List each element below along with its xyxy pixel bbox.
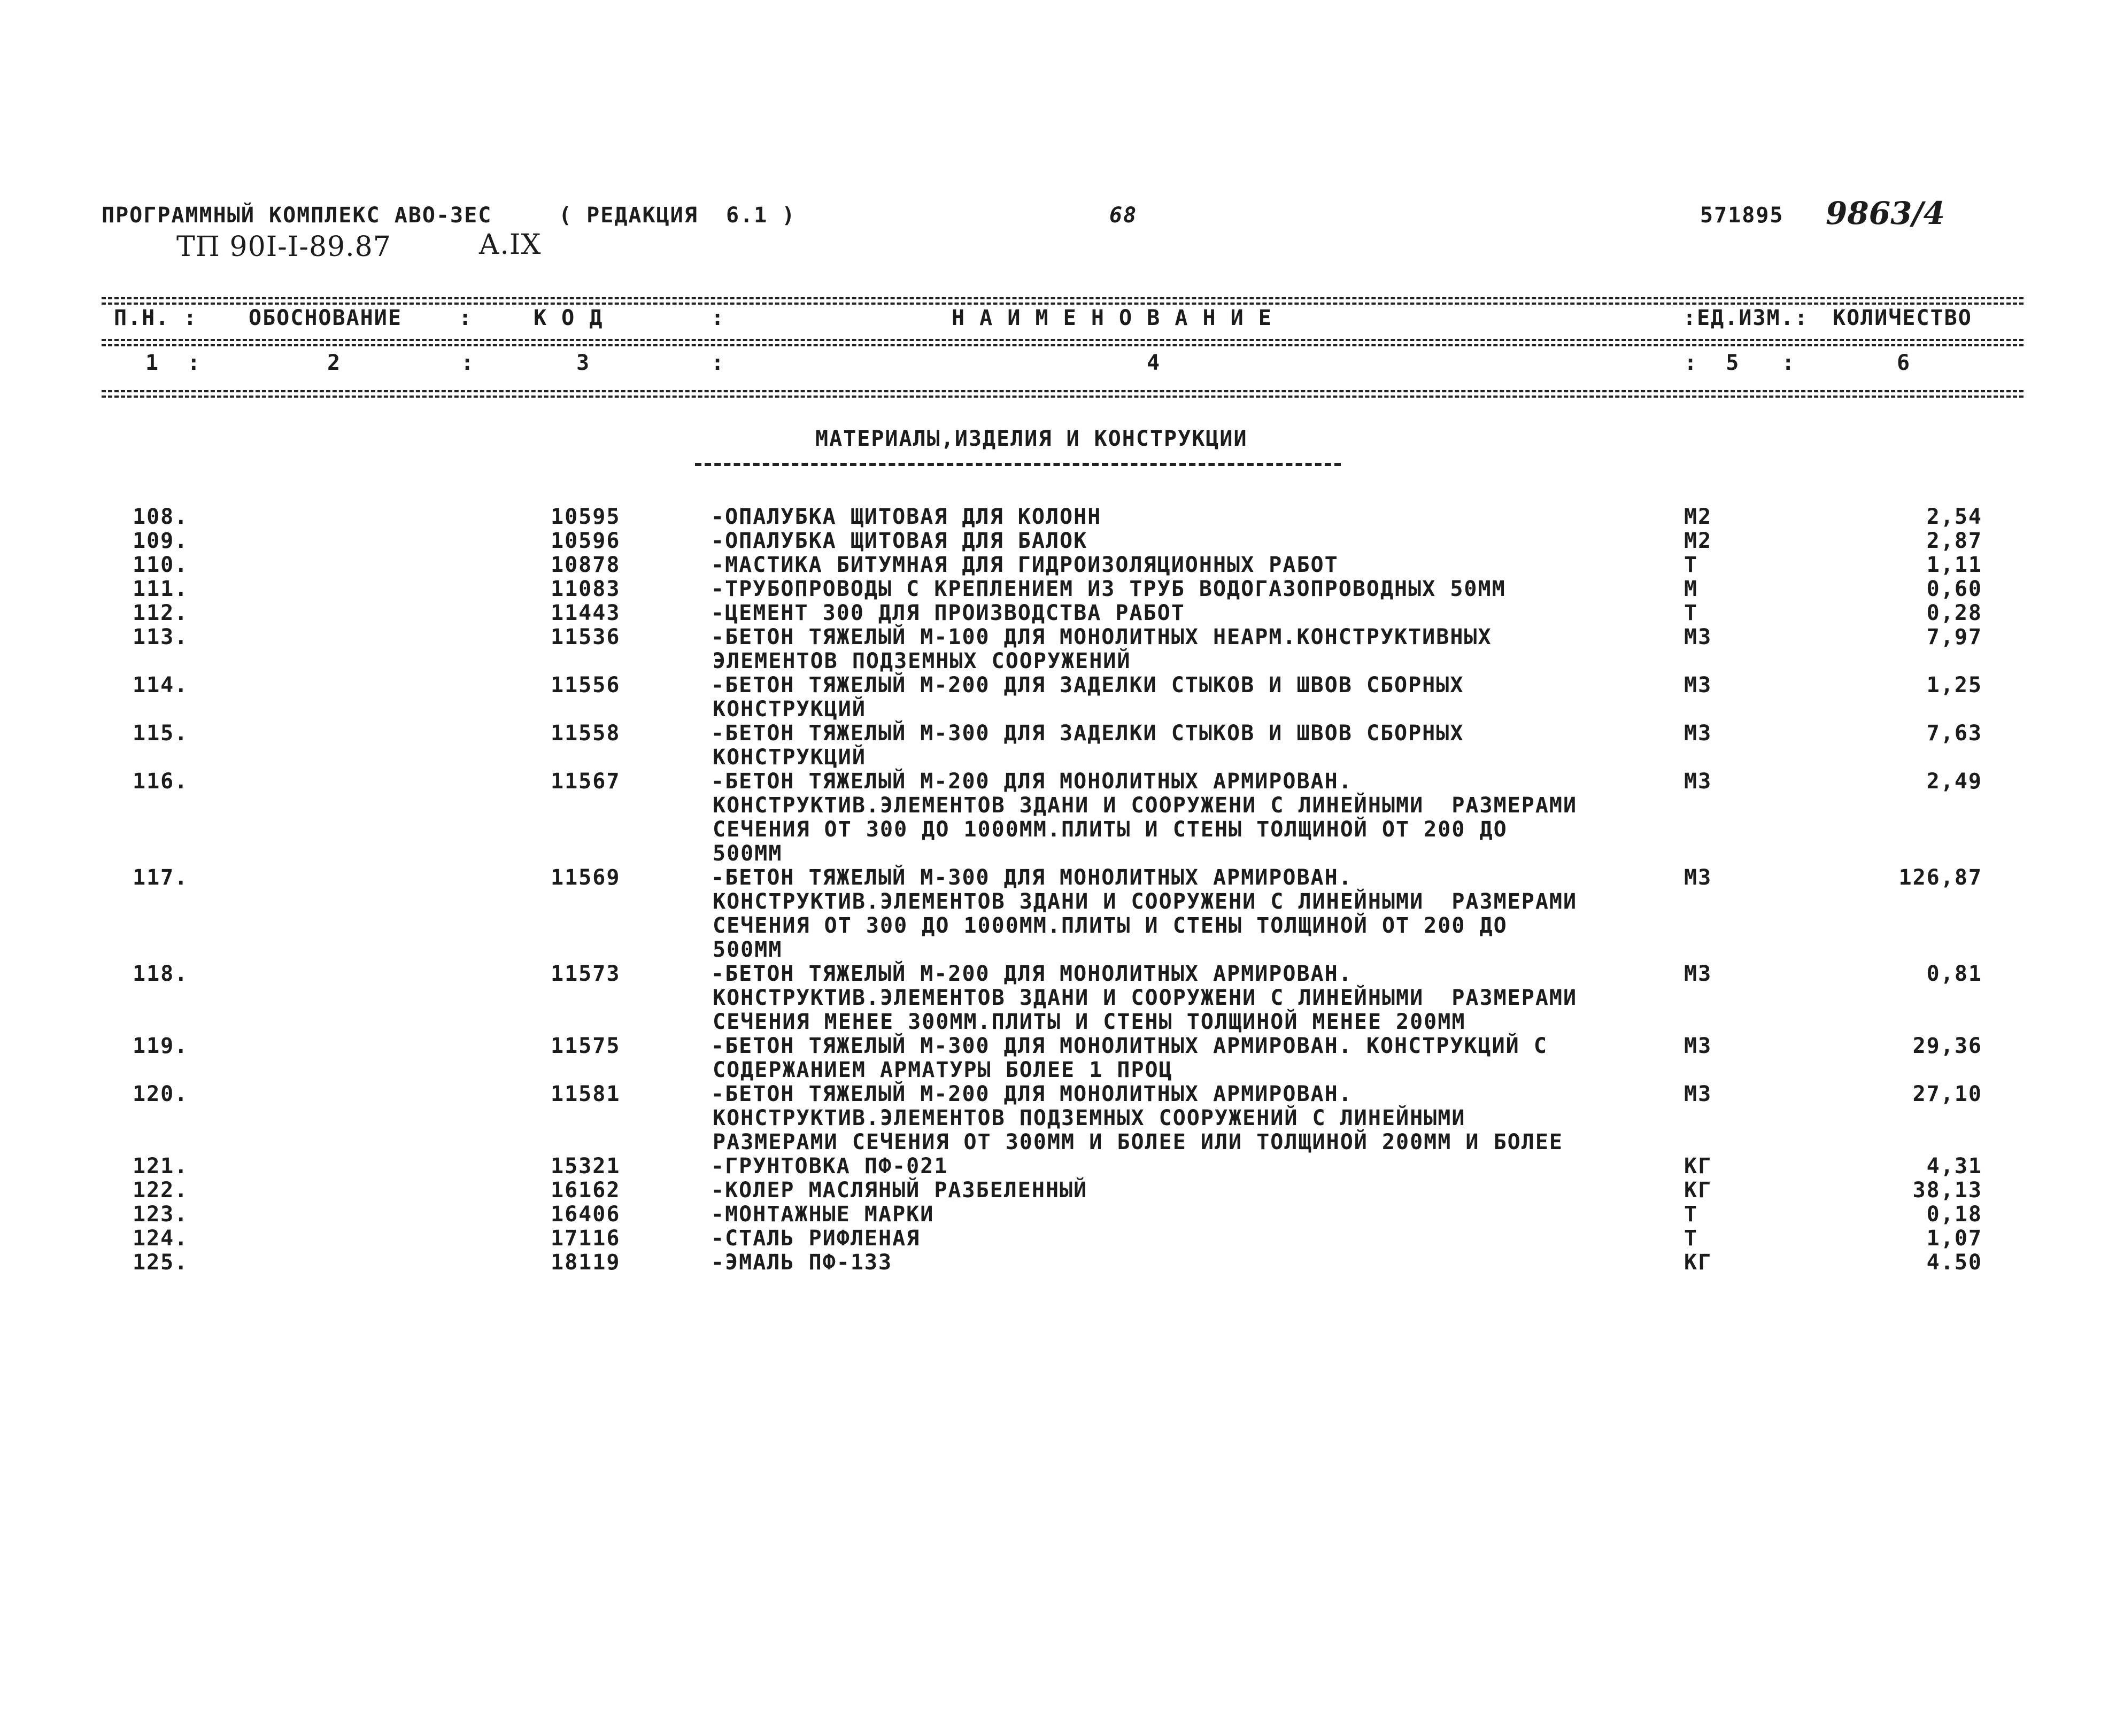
item-name-continuation: КОНСТРУКТИВ.ЭЛЕМЕНТОВ ЗДАНИ И СООРУЖЕНИ С ЛИНЕЙНЫМИ РАЗМЕРАМИ xyxy=(713,793,1578,818)
item-name-continuation: КОНСТРУКЦИЙ xyxy=(713,697,866,722)
table-row xyxy=(0,770,2116,794)
col-separator: : xyxy=(711,351,725,375)
item-number: 111. xyxy=(133,577,189,601)
item-unit: М2 xyxy=(1684,529,1712,553)
item-quantity: 2,54 xyxy=(1926,505,1982,529)
item-name-continuation: 500ММ xyxy=(713,841,783,866)
item-name-continuation: РАЗМЕРАМИ СЕЧЕНИЯ ОТ 300ММ И БОЛЕЕ ИЛИ ТОЛЩИНОЙ 200ММ И БОЛЕЕ xyxy=(713,1130,1564,1154)
item-name: -ЦЕМЕНТ 300 ДЛЯ ПРОИЗВОДСТВА РАБОТ xyxy=(711,601,1185,625)
col-number-1: 1 : xyxy=(145,351,202,375)
item-quantity: 1,11 xyxy=(1926,553,1982,577)
item-code: 11573 xyxy=(551,962,621,986)
item-number: 115. xyxy=(133,721,189,746)
table-row xyxy=(0,577,2116,601)
project-number: ТП 90I-I-89.87 xyxy=(176,231,391,263)
item-unit: М3 xyxy=(1684,625,1712,649)
col-number-3: 3 xyxy=(576,351,591,375)
table-row xyxy=(0,1203,2116,1227)
item-code: 17116 xyxy=(551,1226,621,1251)
header-top-rule-2 xyxy=(102,303,2024,305)
table-row xyxy=(0,673,2116,698)
item-code: 15321 xyxy=(551,1154,621,1179)
col-code-header: К О Д xyxy=(534,306,604,330)
item-number: 114. xyxy=(133,673,189,698)
col-separator: : xyxy=(711,306,725,330)
col-separator: : xyxy=(459,306,473,330)
item-number: 117. xyxy=(133,865,189,890)
item-name: -ОПАЛУБКА ЩИТОВАЯ ДЛЯ КОЛОНН xyxy=(711,505,1102,529)
item-quantity: 2,49 xyxy=(1926,769,1982,794)
item-quantity: 27,10 xyxy=(1912,1082,1982,1106)
table-row xyxy=(0,866,2116,890)
header-top-rule xyxy=(102,297,2024,299)
item-quantity: 1,07 xyxy=(1926,1226,1982,1251)
item-name-continuation: КОНСТРУКТИВ.ЭЛЕМЕНТОВ ЗДАНИ И СООРУЖЕНИ С ЛИНЕЙНЫМИ РАЗМЕРАМИ xyxy=(713,889,1578,914)
table-row xyxy=(0,625,2116,649)
item-quantity: 0,81 xyxy=(1926,962,1982,986)
item-number: 112. xyxy=(133,601,189,625)
item-number: 113. xyxy=(133,625,189,649)
item-code: 16162 xyxy=(551,1178,621,1203)
item-name: -МОНТАЖНЫЕ МАРКИ xyxy=(711,1202,935,1227)
table-row xyxy=(0,1082,2116,1106)
item-code: 18119 xyxy=(551,1250,621,1275)
item-name: -БЕТОН ТЯЖЕЛЫЙ М-300 ДЛЯ МОНОЛИТНЫХ АРМИРОВАН. xyxy=(711,865,1353,890)
item-number: 123. xyxy=(133,1202,189,1227)
item-code: 11083 xyxy=(551,577,621,601)
item-name-continuation: КОНСТРУКТИВ.ЭЛЕМЕНТОВ ПОДЗЕМНЫХ СООРУЖЕНИЙ С ЛИНЕЙНЫМИ xyxy=(713,1106,1466,1130)
item-unit: М3 xyxy=(1684,1082,1712,1106)
item-quantity: 7,63 xyxy=(1926,721,1982,746)
item-unit: Т xyxy=(1684,1202,1698,1227)
item-code: 16406 xyxy=(551,1202,621,1227)
item-number: 118. xyxy=(133,962,189,986)
section-title: МАТЕРИАЛЫ,ИЗДЕЛИЯ И КОНСТРУКЦИИ xyxy=(815,427,1248,451)
col-number-2: 2 xyxy=(327,351,342,375)
item-quantity: 2,87 xyxy=(1926,529,1982,553)
col-basis-header: ОБОСНОВАНИЕ xyxy=(249,306,402,330)
item-quantity: 4,31 xyxy=(1926,1154,1982,1179)
item-quantity: 38,13 xyxy=(1912,1178,1982,1203)
item-number: 108. xyxy=(133,505,189,529)
table-row xyxy=(0,1251,2116,1275)
item-quantity: 0,18 xyxy=(1926,1202,1982,1227)
item-name-continuation: КОНСТРУКЦИЙ xyxy=(713,745,866,770)
item-code: 10595 xyxy=(551,505,621,529)
item-unit: М3 xyxy=(1684,769,1712,794)
item-unit: Т xyxy=(1684,1226,1698,1251)
item-name: -БЕТОН ТЯЖЕЛЫЙ М-300 ДЛЯ ЗАДЕЛКИ СТЫКОВ И ШВОВ СБОРНЫХ xyxy=(711,721,1464,746)
item-quantity: 1,25 xyxy=(1926,673,1982,698)
item-name: -БЕТОН ТЯЖЕЛЫЙ М-200 ДЛЯ МОНОЛИТНЫХ АРМИРОВАН. xyxy=(711,769,1353,794)
item-code: 11536 xyxy=(551,625,621,649)
item-code: 11581 xyxy=(551,1082,621,1106)
item-name: -БЕТОН ТЯЖЕЛЫЙ М-200 ДЛЯ МОНОЛИТНЫХ АРМИРОВАН. xyxy=(711,1082,1353,1106)
item-unit: М3 xyxy=(1684,721,1712,746)
item-unit: М3 xyxy=(1684,673,1712,698)
item-number: 122. xyxy=(133,1178,189,1203)
item-quantity: 0,60 xyxy=(1926,577,1982,601)
item-number: 120. xyxy=(133,1082,189,1106)
item-quantity: 7,97 xyxy=(1926,625,1982,649)
page-number: 68 xyxy=(1109,203,1138,228)
item-name: -БЕТОН ТЯЖЕЛЫЙ М-100 ДЛЯ МОНОЛИТНЫХ НЕАРМ.КОНСТРУКТИВНЫХ xyxy=(711,625,1492,649)
item-code: 11556 xyxy=(551,673,621,698)
item-name-continuation: СОДЕРЖАНИЕМ АРМАТУРЫ БОЛЕЕ 1 ПРОЦ xyxy=(713,1058,1173,1082)
item-number: 110. xyxy=(133,553,189,577)
item-number: 109. xyxy=(133,529,189,553)
col-pn-header: П.Н. : xyxy=(114,306,198,330)
table-row xyxy=(0,505,2116,529)
item-quantity: 0,28 xyxy=(1926,601,1982,625)
table-row xyxy=(0,529,2116,553)
col-qty-header: КОЛИЧЕСТВО xyxy=(1833,306,1972,330)
table-row xyxy=(0,962,2116,986)
item-number: 119. xyxy=(133,1034,189,1058)
item-code: 11567 xyxy=(551,769,621,794)
item-name: -СТАЛЬ РИФЛЕНАЯ xyxy=(711,1226,921,1251)
item-unit: М3 xyxy=(1684,962,1712,986)
col-number-4: 4 xyxy=(1147,351,1161,375)
item-quantity: 4.50 xyxy=(1926,1250,1982,1275)
album-number: А.IX xyxy=(478,229,542,261)
header-mid-rule xyxy=(102,339,2024,341)
item-unit: КГ xyxy=(1684,1178,1712,1203)
item-code: 11569 xyxy=(551,865,621,890)
item-name-continuation: СЕЧЕНИЯ МЕНЕЕ 300ММ.ПЛИТЫ И СТЕНЫ ТОЛЩИНОЙ МЕНЕЕ 200ММ xyxy=(713,1010,1466,1034)
item-unit: КГ xyxy=(1684,1250,1712,1275)
item-name: -ТРУБОПРОВОДЫ С КРЕПЛЕНИЕМ ИЗ ТРУБ ВОДОГАЗОПРОВОДНЫХ 50ММ xyxy=(711,577,1506,601)
item-number: 116. xyxy=(133,769,189,794)
table-row xyxy=(0,553,2116,577)
item-unit: Т xyxy=(1684,601,1698,625)
item-quantity: 29,36 xyxy=(1912,1034,1982,1058)
col-number-5: : 5 : xyxy=(1684,351,1796,375)
col-separator: : xyxy=(461,351,475,375)
item-name: -БЕТОН ТЯЖЕЛЫЙ М-200 ДЛЯ ЗАДЕЛКИ СТЫКОВ И ШВОВ СБОРНЫХ xyxy=(711,673,1464,698)
item-unit: КГ xyxy=(1684,1154,1712,1179)
item-name: -МАСТИКА БИТУМНАЯ ДЛЯ ГИДРОИЗОЛЯЦИОННЫХ РАБОТ xyxy=(711,553,1339,577)
table-row xyxy=(0,1034,2116,1058)
item-number: 125. xyxy=(133,1250,189,1275)
item-code: 10596 xyxy=(551,529,621,553)
document-code: 571895 xyxy=(1700,203,1784,228)
sheet-reference: 9863/4 xyxy=(1826,195,1945,231)
item-name-continuation: СЕЧЕНИЯ ОТ 300 ДО 1000ММ.ПЛИТЫ И СТЕНЫ ТОЛЩИНОЙ ОТ 200 ДО xyxy=(713,913,1508,938)
col-unit-header: :ЕД.ИЗМ.: xyxy=(1683,306,1809,330)
item-unit: М2 xyxy=(1684,505,1712,529)
item-unit: М3 xyxy=(1684,1034,1712,1058)
table-row xyxy=(0,722,2116,746)
table-row xyxy=(0,1227,2116,1251)
header-bottom-rule-2 xyxy=(102,396,2024,398)
item-unit: Т xyxy=(1684,553,1698,577)
item-code: 10878 xyxy=(551,553,621,577)
item-name: -КОЛЕР МАСЛЯНЫЙ РАЗБЕЛЕННЫЙ xyxy=(711,1178,1088,1203)
col-name-header: Н А И М Е Н О В А Н И Е xyxy=(952,306,1272,330)
item-number: 124. xyxy=(133,1226,189,1251)
table-row xyxy=(0,601,2116,625)
item-code: 11558 xyxy=(551,721,621,746)
section-title-underline xyxy=(695,463,1341,466)
item-name: -ЭМАЛЬ ПФ-133 xyxy=(711,1250,893,1275)
header-mid-rule-2 xyxy=(102,344,2024,346)
item-name-continuation: КОНСТРУКТИВ.ЭЛЕМЕНТОВ ЗДАНИ И СООРУЖЕНИ С ЛИНЕЙНЫМИ РАЗМЕРАМИ xyxy=(713,986,1578,1010)
item-name: -БЕТОН ТЯЖЕЛЫЙ М-200 ДЛЯ МОНОЛИТНЫХ АРМИРОВАН. xyxy=(711,962,1353,986)
table-row xyxy=(0,1179,2116,1203)
header-bottom-rule xyxy=(102,390,2024,392)
item-code: 11443 xyxy=(551,601,621,625)
item-name-continuation: СЕЧЕНИЯ ОТ 300 ДО 1000ММ.ПЛИТЫ И СТЕНЫ ТОЛЩИНОЙ ОТ 200 ДО xyxy=(713,817,1508,842)
col-number-6: 6 xyxy=(1897,351,1911,375)
table-row xyxy=(0,1154,2116,1179)
item-name: -ГРУНТОВКА ПФ-021 xyxy=(711,1154,948,1179)
edition-label: ( РЕДАКЦИЯ 6.1 ) xyxy=(559,203,796,228)
item-number: 121. xyxy=(133,1154,189,1179)
program-title: ПРОГРАММНЫЙ КОМПЛЕКС АВО-3ЕС xyxy=(102,203,492,228)
item-name-continuation: 500ММ xyxy=(713,937,783,962)
item-unit: М3 xyxy=(1684,865,1712,890)
item-unit: М xyxy=(1684,577,1698,601)
item-quantity: 126,87 xyxy=(1898,865,1982,890)
item-code: 11575 xyxy=(551,1034,621,1058)
item-name: -ОПАЛУБКА ЩИТОВАЯ ДЛЯ БАЛОК xyxy=(711,529,1088,553)
item-name: -БЕТОН ТЯЖЕЛЫЙ М-300 ДЛЯ МОНОЛИТНЫХ АРМИРОВАН. КОНСТРУКЦИЙ С xyxy=(711,1034,1548,1058)
item-name-continuation: ЭЛЕМЕНТОВ ПОДЗЕМНЫХ СООРУЖЕНИЙ xyxy=(713,649,1131,673)
